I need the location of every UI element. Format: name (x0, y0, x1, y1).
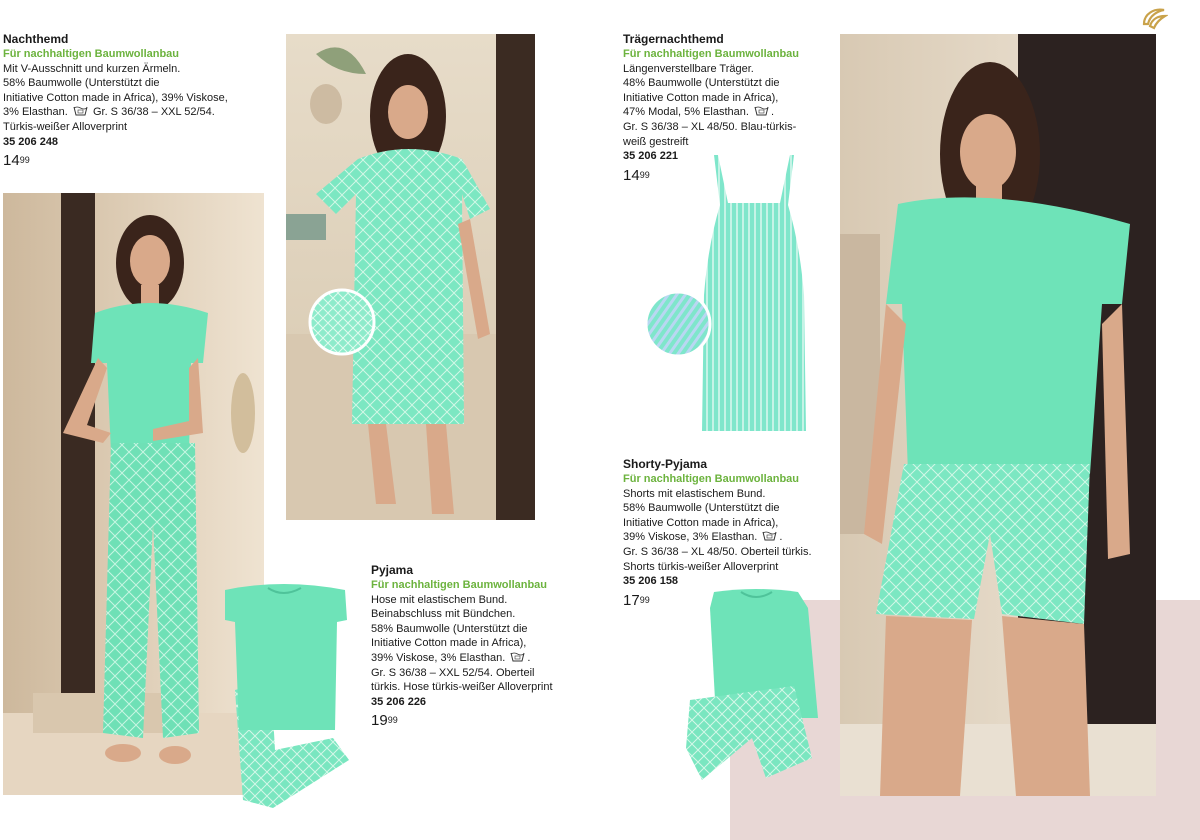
desc-line: Gr. S 36/38 – XXL 52/54. Oberteil (371, 666, 535, 679)
desc-line: Shorts mit elastischem Bund. (623, 487, 766, 500)
article-number: 35 206 226 (371, 695, 427, 708)
article-number: 35 206 221 (623, 150, 679, 163)
product-subtitle: Für nachhaltigen Baumwollanbau (3, 48, 180, 60)
desc-line: weiß gestreift (623, 135, 689, 148)
price: $17^{99}$ (623, 591, 650, 609)
wash-30-icon (510, 651, 525, 662)
photo-model-shorty-pyjama (840, 34, 1156, 796)
price: $14^{99}$ (3, 152, 30, 170)
desc-line: 48% Baumwolle (Unterstützt die (623, 77, 780, 90)
desc-line: 58% Baumwolle (Unterstützt die (371, 622, 528, 635)
product-nachthemd (3, 32, 273, 170)
product-shorty-pyjama (623, 457, 833, 610)
desc-line: Hose mit elastischem Bund. (371, 593, 508, 606)
desc-line: Türkis-weißer Alloverprint (3, 120, 128, 133)
product-image-traegernachthemd (700, 155, 808, 435)
desc-line: Initiative Cotton made in Africa), (623, 91, 779, 104)
wash-30-icon (73, 105, 88, 116)
desc-line: Längenverstellbare Träger. (623, 62, 754, 75)
product-image-shorty-pyjama (686, 588, 824, 784)
product-title: Nachthemd (3, 32, 69, 46)
price: $14^{99}$ (623, 166, 650, 184)
desc-line: 47% Modal, 5% Elasthan. . (623, 106, 775, 119)
desc-line: Initiative Cotton made in Africa), (371, 637, 527, 650)
desc-line: türkis. Hose türkis-weißer Alloverprint (371, 681, 553, 694)
product-subtitle: Für nachhaltigen Baumwollanbau (623, 48, 800, 60)
desc-line: Gr. S 36/38 – XL 48/50. Oberteil türkis. (623, 545, 812, 558)
brand-logo-icon (1140, 6, 1168, 30)
desc-line: 39% Viskose, 3% Elasthan. . (371, 651, 531, 664)
product-pyjama (371, 563, 591, 730)
product-subtitle: Für nachhaltigen Baumwollanbau (371, 579, 548, 591)
article-number: 35 206 248 (3, 135, 59, 148)
wash-30-icon (762, 530, 777, 541)
desc-line: Beinabschluss mit Bündchen. (371, 608, 516, 621)
fabric-detail-nachthemd (308, 288, 376, 356)
photo-model-nachthemd (286, 34, 535, 520)
fabric-detail-traegernachthemd (644, 290, 712, 358)
article-number: 35 206 158 (623, 575, 679, 588)
desc-line: Gr. S 36/38 – XL 48/50. Blau-türkis- (623, 120, 797, 133)
desc-line: 58% Baumwolle (Unterstützt die (3, 77, 160, 90)
price: $19^{99}$ (371, 712, 398, 730)
desc-line: Shorts türkis-weißer Alloverprint (623, 560, 779, 573)
product-image-pyjama (213, 580, 353, 810)
product-title: Pyjama (371, 563, 414, 577)
desc-line: 3% Elasthan. Gr. S 36/38 – XXL 52/54. (3, 106, 215, 119)
wash-30-icon (754, 105, 769, 116)
desc-line: Mit V-Ausschnitt und kurzen Ärmeln. (3, 62, 181, 75)
product-title: Shorty-Pyjama (623, 457, 708, 471)
desc-line: Initiative Cotton made in Africa), (623, 516, 779, 529)
desc-line: 39% Viskose, 3% Elasthan. . (623, 531, 783, 544)
product-subtitle: Für nachhaltigen Baumwollanbau (623, 473, 800, 485)
desc-line: 58% Baumwolle (Unterstützt die (623, 502, 780, 515)
desc-line: Initiative Cotton made in Africa), 39% Viskose, (3, 91, 228, 104)
product-title: Trägernachthemd (623, 32, 724, 46)
